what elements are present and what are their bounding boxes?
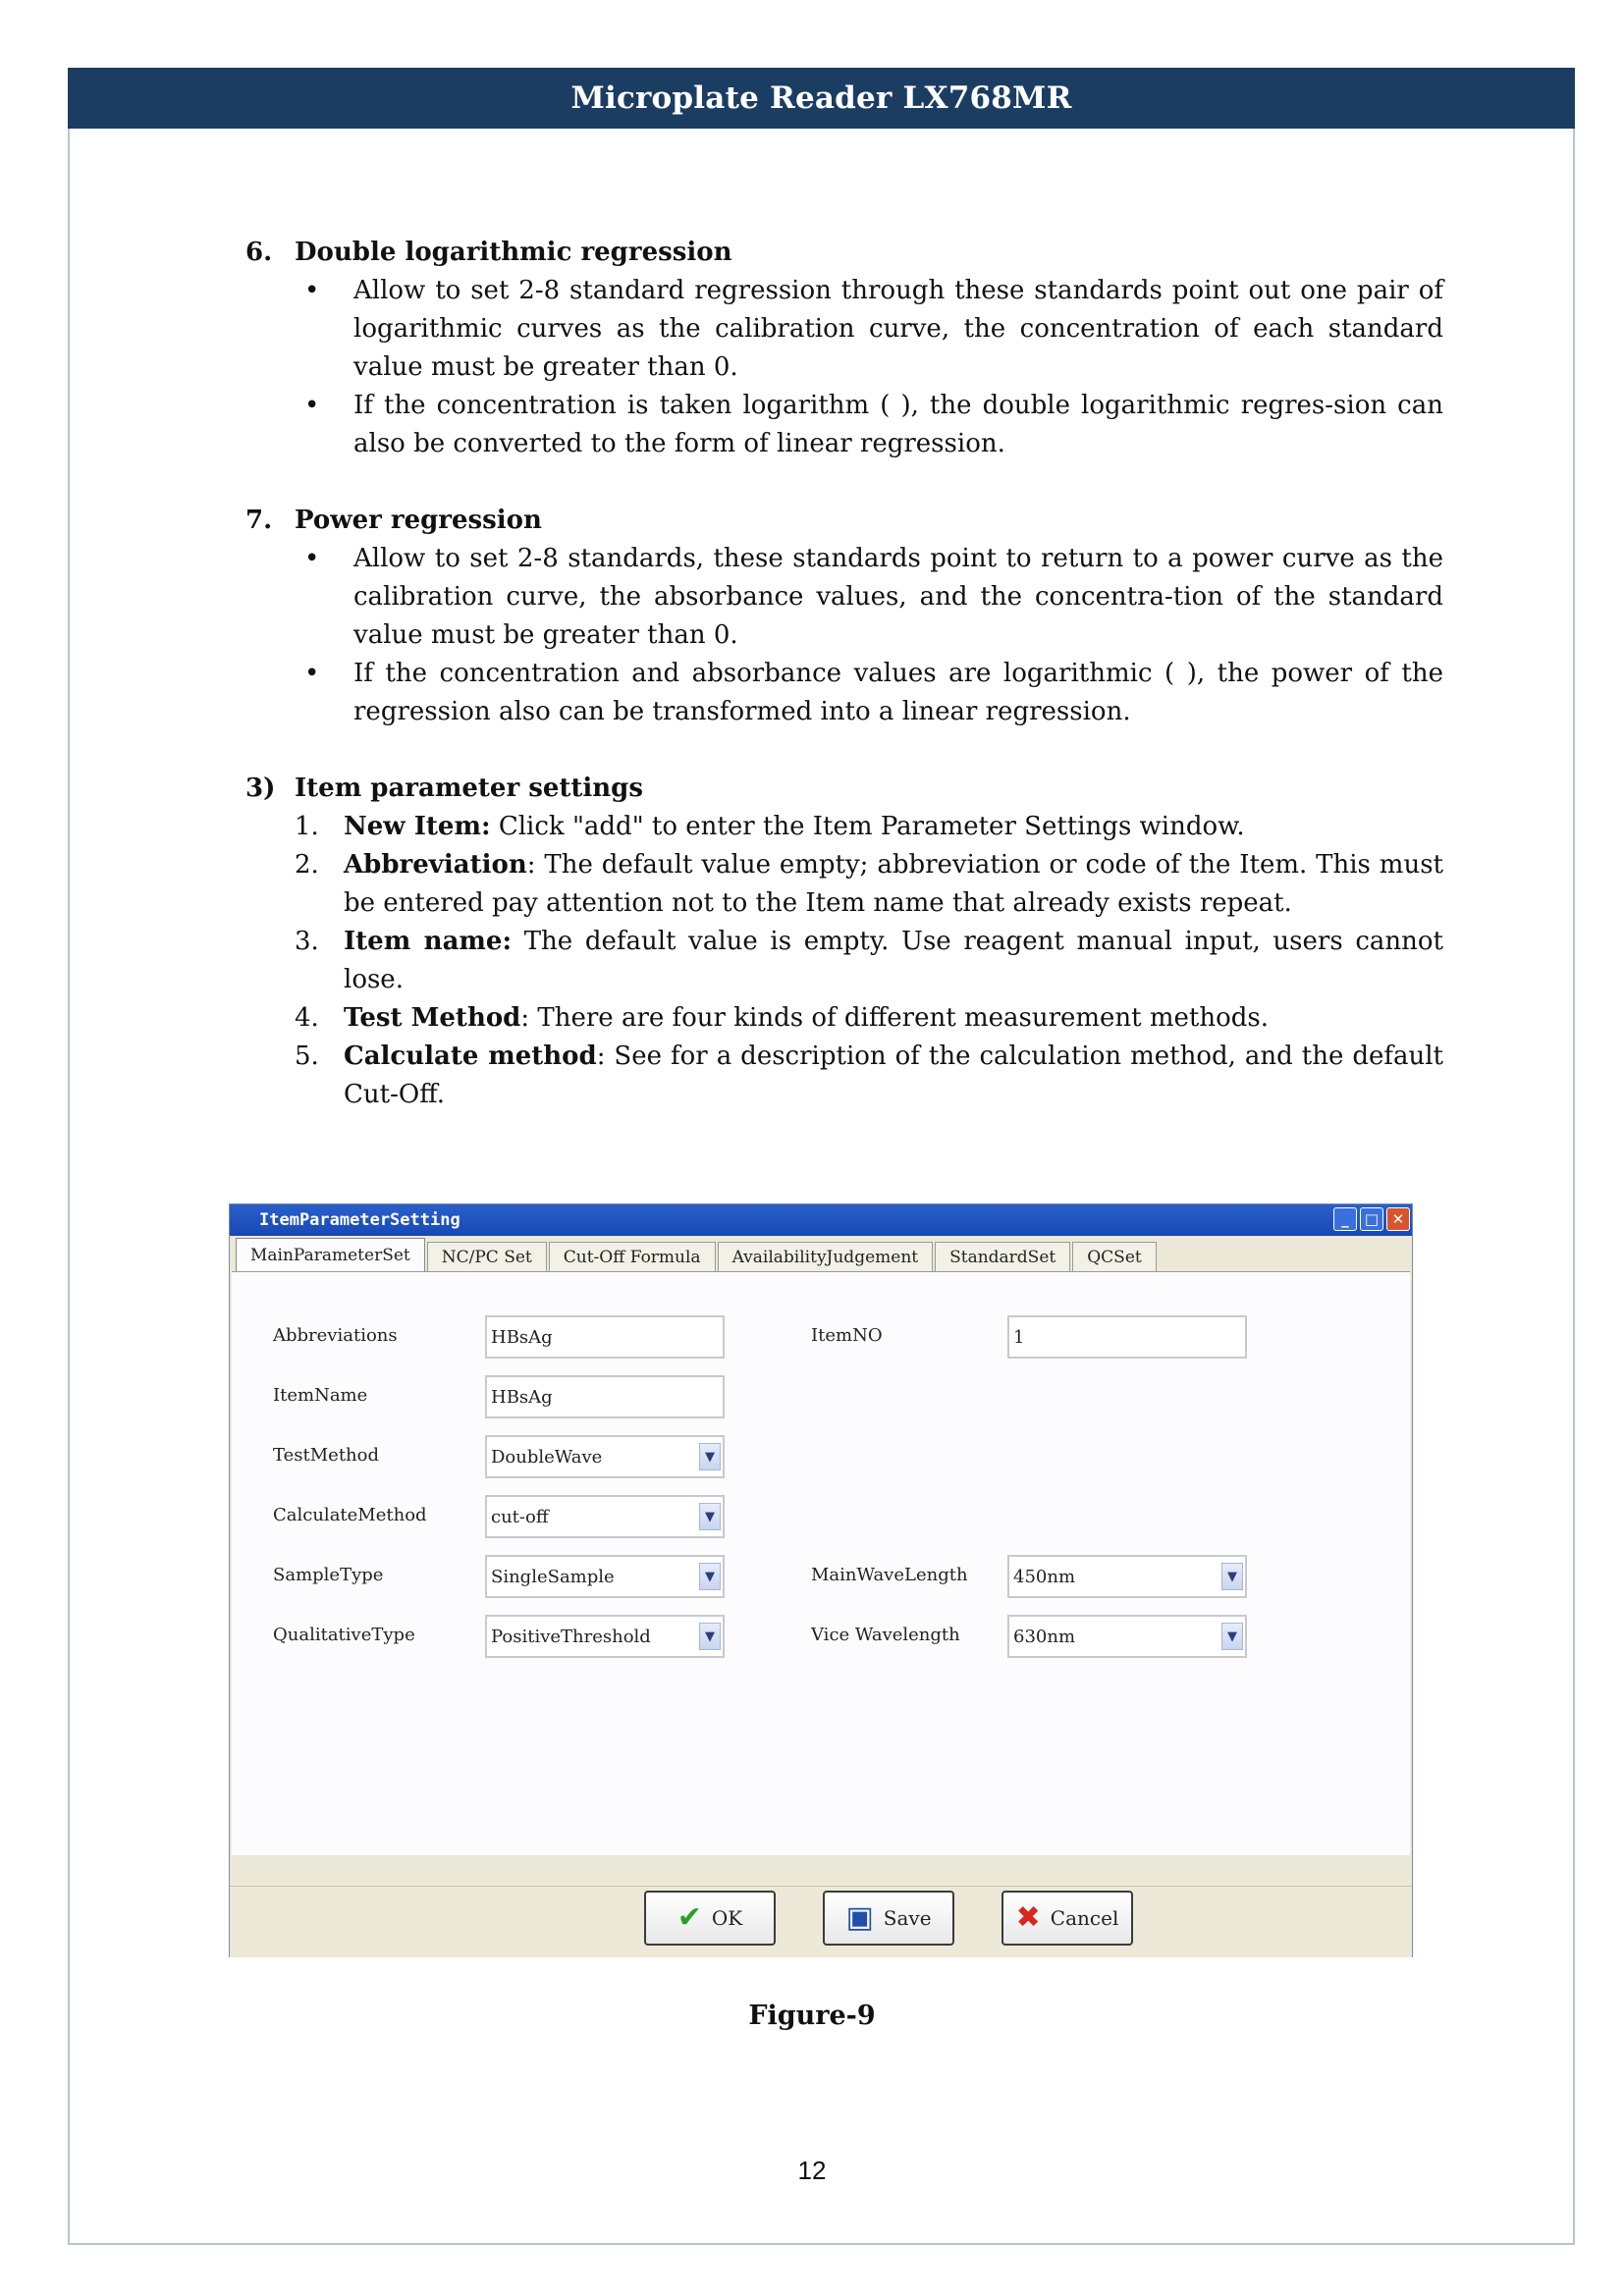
section-title: Double logarithmic regression	[295, 238, 732, 267]
calculate-method-select[interactable]	[485, 1495, 725, 1538]
chevron-down-icon[interactable]: ▼	[1221, 1563, 1243, 1590]
list-text: The default value is empty. Use reagent manual input, users cannot lose.	[344, 927, 1443, 994]
list-item	[295, 808, 1443, 846]
list-number: 4.	[295, 1003, 319, 1033]
bullet-item: • If the concentration and absorbance values are logarithmic ( ), the power of the regression also can be transformed into a linear regression.	[353, 655, 1443, 731]
button-label: OK	[711, 1906, 743, 1930]
list-text: Click "add" to enter the Item Parameter Settings window.	[490, 812, 1245, 841]
bullet-item: • If the concentration is taken logarithm ( ), the double logarithmic regres-sion can also be converted to the form of linear regression.	[353, 387, 1443, 463]
section-title: Power regression	[295, 506, 542, 535]
window-controls	[1333, 1207, 1410, 1231]
checkmark-icon: ✔	[677, 1900, 702, 1935]
list-text: : There are four kinds of different measurement methods.	[520, 1003, 1270, 1033]
sample-type-label: SampleType	[273, 1565, 384, 1585]
list-text: : The default value empty; abbreviation or code of the Item. This must be entered pay attention not to the Item name that already exists repeat.	[344, 850, 1443, 918]
chevron-down-icon[interactable]: ▼	[699, 1443, 721, 1470]
list-item	[295, 923, 1443, 999]
bullet-item: • Allow to set 2-8 standard regression through these standards point out one pair of logarithmic curves as the calibration curve, the concentration of each standard value must be greater than 0.	[353, 272, 1443, 387]
list-number: 2.	[295, 850, 319, 880]
section-title: Item parameter settings	[295, 774, 643, 803]
list-text: : See for a description of the calculation method, and the default Cut-Off.	[344, 1041, 1443, 1109]
section-number: 6.	[245, 238, 273, 267]
dialog-titlebar[interactable]	[230, 1204, 1412, 1236]
list-term: Item name:	[344, 927, 513, 956]
button-label: Save	[883, 1906, 932, 1930]
page-number: 12	[797, 2156, 827, 2185]
item-no-label: ItemNO	[811, 1325, 883, 1346]
numbered-list	[245, 808, 1443, 1114]
section-6-heading	[245, 234, 1443, 272]
close-button[interactable]: ✕	[1386, 1207, 1410, 1231]
calculate-method-label: CalculateMethod	[273, 1505, 427, 1525]
main-wavelength-label: MainWaveLength	[811, 1565, 968, 1585]
section-7-heading	[245, 502, 1443, 540]
bullet-list	[245, 540, 1443, 731]
abbreviations-input[interactable]: HBsAg	[485, 1315, 725, 1359]
list-number: 5.	[295, 1041, 319, 1071]
tab-qc-set[interactable]: QCSet	[1072, 1242, 1156, 1271]
test-method-label: TestMethod	[273, 1445, 379, 1466]
list-term: Test Method	[344, 1003, 521, 1033]
abbreviations-label: Abbreviations	[273, 1325, 398, 1346]
qualitative-type-select[interactable]	[485, 1615, 725, 1658]
tab-standard-set[interactable]: StandardSet	[935, 1242, 1070, 1271]
chevron-down-icon[interactable]: ▼	[699, 1563, 721, 1590]
chevron-down-icon[interactable]: ▼	[699, 1623, 721, 1650]
select-value: 450nm	[1013, 1566, 1076, 1587]
bullet-list	[245, 272, 1443, 463]
minimize-button[interactable]: _	[1333, 1207, 1357, 1231]
button-label: Cancel	[1050, 1906, 1119, 1930]
vice-wavelength-select[interactable]	[1007, 1615, 1247, 1658]
select-value: DoubleWave	[491, 1446, 603, 1468]
tab-main-parameter-set[interactable]: MainParameterSet	[236, 1238, 425, 1271]
select-value: SingleSample	[491, 1566, 615, 1587]
item-name-label: ItemName	[273, 1385, 368, 1406]
ok-button[interactable]	[644, 1891, 776, 1946]
item-settings-heading	[245, 770, 1443, 808]
list-item	[295, 1038, 1443, 1114]
main-parameter-panel	[232, 1271, 1410, 1855]
test-method-select[interactable]	[485, 1435, 725, 1478]
vice-wavelength-label: Vice Wavelength	[811, 1625, 960, 1645]
maximize-button[interactable]: □	[1360, 1207, 1383, 1231]
qualitative-type-label: QualitativeType	[273, 1625, 415, 1645]
list-term: Abbreviation	[344, 850, 527, 880]
chevron-down-icon[interactable]: ▼	[1221, 1623, 1243, 1650]
cancel-button[interactable]	[1001, 1891, 1133, 1946]
list-number: 3.	[295, 927, 319, 956]
select-value: 630nm	[1013, 1626, 1076, 1647]
list-term: Calculate method	[344, 1041, 597, 1071]
floppy-disk-icon: ▣	[845, 1900, 874, 1935]
select-value: PositiveThreshold	[491, 1626, 651, 1647]
document-body	[245, 234, 1443, 1114]
sample-type-select[interactable]	[485, 1555, 725, 1598]
section-number: 7.	[245, 506, 273, 535]
save-button[interactable]	[823, 1891, 954, 1946]
tab-nc-pc-set[interactable]: NC/PC Set	[427, 1242, 547, 1271]
dialog-title: ItemParameterSetting	[259, 1210, 460, 1230]
item-name-input[interactable]: HBsAg	[485, 1375, 725, 1418]
page-header: Microplate Reader LX768MR	[68, 68, 1575, 129]
item-parameter-setting-dialog	[229, 1203, 1413, 1957]
list-number: 1.	[295, 812, 319, 841]
dialog-button-bar	[230, 1886, 1412, 1957]
main-wavelength-select[interactable]	[1007, 1555, 1247, 1598]
figure-caption: Figure-9	[748, 2001, 876, 2031]
tab-cut-off-formula[interactable]: Cut-Off Formula	[549, 1242, 716, 1271]
item-no-input[interactable]: 1	[1007, 1315, 1247, 1359]
tab-availability-judgement[interactable]: AvailabilityJudgement	[718, 1242, 934, 1271]
list-term: New Item:	[344, 812, 491, 841]
select-value: cut-off	[491, 1506, 549, 1527]
cross-icon: ✖	[1015, 1900, 1041, 1935]
list-item	[295, 999, 1443, 1038]
list-item	[295, 846, 1443, 923]
bullet-item: • Allow to set 2-8 standards, these standards point to return to a power curve as the calibration curve, the absorbance values, and the concentra-tion of the standard value must be greater than 0.	[353, 540, 1443, 655]
chevron-down-icon[interactable]: ▼	[699, 1503, 721, 1530]
section-number: 3)	[245, 774, 276, 803]
tab-bar	[230, 1236, 1412, 1271]
